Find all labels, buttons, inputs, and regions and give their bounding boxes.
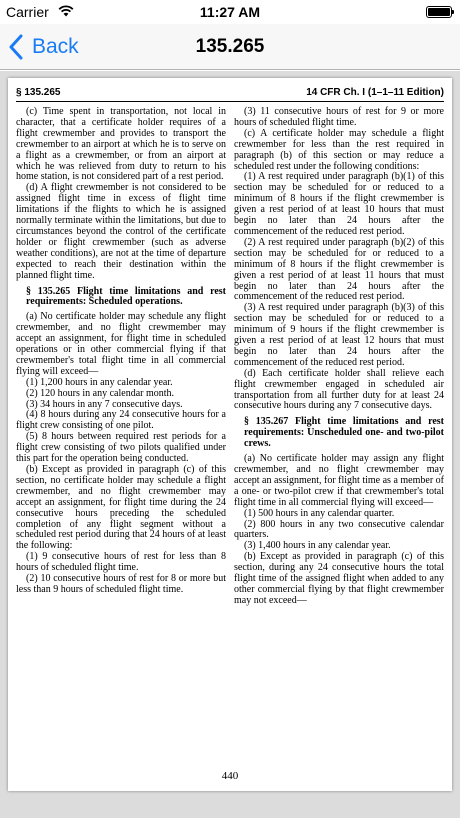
paragraph: (c) A certificate holder may schedule a flight crewmember for less than the rest required in paragraph (b) of this section or may reduce a scheduled rest under the following conditions: — [234, 127, 444, 172]
paragraph: (2) 120 hours in any calendar month. — [26, 387, 175, 399]
paragraph: (1) 9 consecutive hours of rest for less than 8 hours of scheduled flight time. — [16, 551, 226, 574]
document-viewer[interactable] — [0, 71, 460, 818]
running-header — [16, 86, 444, 102]
paragraph: (2) 800 hours in any two consecutive calendar quarters. — [234, 518, 444, 541]
paragraph: (a) No certificate holder may assign any flight crewmember, and no flight crewmember may accept an assignment, for flight time as a member of a one- or two-pilot crew if that crewmember's total flight time in all commercial flying will exceed— — [234, 453, 444, 508]
navigation-bar — [0, 24, 460, 70]
paragraph: (2) A rest required under paragraph (b)(2) of this section may be scheduled for or reduced to a minimum of 8 hours if the flight crewmember is given a rest period of at least 11 hours that must begin no later than 24 hours after the commencement of the reduced rest period. — [234, 236, 444, 303]
back-label: Back — [32, 35, 79, 58]
paragraph: (b) Except as provided in paragraph (c) of this section, no certificate holder may schedule a flight crewmember, and no flight crewmember may accept an assignment, for flight time during the 24 consecutive hours preceding the scheduled completion of any flight segment without a scheduled rest period during that 24 hours of at least the following: — [16, 464, 226, 552]
paragraph: (5) 8 hours between required rest periods for a flight crew consisting of two pilots qualified under this part for the operation being conducted. — [16, 431, 226, 465]
paragraph: (d) Each certificate holder shall relieve each flight crewmember engaged in scheduled air transportation from all further duty for at least 24 consecutive hours during any 7 consecutive days. — [234, 367, 444, 412]
paragraph: (1) A rest required under paragraph (b)(1) of this section may be scheduled for or reduced to a minimum of 8 hours if the flight crewmember is given a rest period of at least 10 hours that must begin no later than 24 hours after the commencement of the reduced rest period. — [234, 171, 444, 237]
section-reference: § 135.265 — [16, 87, 61, 98]
page-number: 440 — [221, 770, 239, 782]
page-title: 135.265 — [195, 36, 265, 57]
paragraph: (1) 500 hours in any calendar quarter. — [244, 507, 395, 519]
right-column — [234, 107, 444, 607]
battery-icon — [426, 6, 452, 18]
paragraph: (3) 34 hours in any 7 consecutive days. — [26, 398, 183, 410]
edition-reference: 14 CFR Ch. I (1–1–11 Edition) — [306, 87, 444, 98]
section-heading: § 135.265 Flight time limitations and rest requirements: Scheduled operations. — [26, 285, 226, 308]
paragraph: (2) 10 consecutive hours of rest for 8 or more but less than 9 hours of scheduled flight time. — [16, 573, 226, 595]
paragraph: (3) 11 consecutive hours of rest for 9 or more hours of scheduled flight time. — [234, 106, 444, 128]
carrier-label: Carrier — [6, 4, 49, 20]
paragraph: (1) 1,200 hours in any calendar year. — [26, 376, 173, 388]
clock-time: 11:27 AM — [199, 4, 261, 20]
paragraph: (4) 8 hours during any 24 consecutive hours for a flight crew consisting of one pilot. — [16, 409, 226, 432]
paragraph: (b) Except as provided in paragraph (c) of this section, during any 24 consecutive hours the total flight time of the assigned flight when added to any other commercial flying by that flight crewmember may not exceed— — [234, 551, 444, 606]
section-heading: § 135.267 Flight time limitations and rest requirements: Unscheduled one- and two-pilot crews. — [244, 416, 444, 450]
left-column — [16, 107, 226, 596]
paragraph: (c) Time spent in transportation, not local in character, that a certificate holder requires of a flight crewmember and provides to transport the crewmember to an airport at which he is to serve on a flight as a crewmember, or from an airport at which he was relieved from duty to return to his home station, is not considered part of a rest period. — [16, 106, 226, 183]
document-page — [8, 78, 452, 791]
status-bar — [0, 0, 460, 24]
paragraph: (3) A rest required under paragraph (b)(3) of this section may be scheduled for or reduced to a minimum of 9 hours if the flight crewmember is given a rest period of at least 12 hours that must begin no later than 24 hours after the commencement of the reduced rest period. — [234, 302, 444, 368]
paragraph: (3) 1,400 hours in any calendar year. — [244, 540, 391, 552]
paragraph: (d) A flight crewmember is not considered to be assigned flight time in excess of flight time limitations if the flights to which he is assigned normally terminate within the limitations, but due to circumstances beyond the control of the certificate holder or flight crewmember (such as adverse weather conditions), are not at the time of departure expected to reach their destination within the planned flight time. — [16, 182, 226, 281]
paragraph: (a) No certificate holder may schedule any flight crewmember, and no flight crewmember may accept an assignment, for flight time in scheduled operations or in other commercial flying if that crewmember's total flight time in all commercial flying will exceed— — [16, 311, 226, 377]
